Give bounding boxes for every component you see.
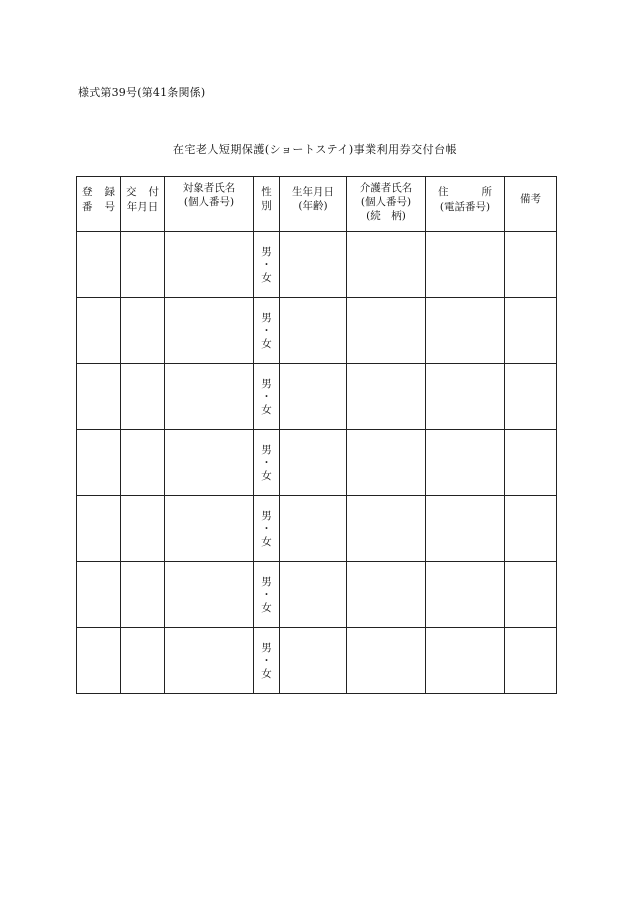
caregiver-name-cell[interactable]	[347, 298, 426, 364]
header-text: (個人番号)	[183, 196, 235, 208]
address-cell[interactable]	[426, 364, 505, 430]
issue-date-cell[interactable]	[121, 628, 165, 694]
table-row	[77, 364, 557, 430]
header-text: 付	[148, 186, 159, 198]
remarks-cell[interactable]	[505, 562, 557, 628]
sex-female-label: 女	[261, 602, 272, 614]
caregiver-name-cell[interactable]	[347, 628, 426, 694]
sex-male-label: 男	[261, 576, 272, 588]
address-cell[interactable]	[426, 628, 505, 694]
sex-male-label: 男	[261, 642, 272, 654]
subject-name-cell[interactable]	[165, 364, 254, 430]
birth-date-cell[interactable]	[280, 496, 347, 562]
form-number: 様式第39号(第41条関係)	[78, 86, 206, 99]
caregiver-name-cell[interactable]	[347, 232, 426, 298]
header-text: (年齢)	[298, 200, 328, 212]
sex-male-label: 男	[261, 312, 272, 324]
header-text: (続 柄)	[366, 210, 406, 222]
sex-separator: ・	[261, 589, 272, 601]
sex-female-label: 女	[261, 668, 272, 680]
registration-number-cell[interactable]	[77, 364, 121, 430]
address-cell[interactable]	[426, 430, 505, 496]
header-caregiver-name	[347, 177, 426, 232]
header-sex	[254, 177, 280, 232]
registration-number-cell[interactable]	[77, 298, 121, 364]
header-text: 介護者氏名	[359, 182, 413, 194]
registration-number-cell[interactable]	[77, 628, 121, 694]
subject-name-cell[interactable]	[165, 298, 254, 364]
header-text: 備考	[520, 193, 541, 205]
issue-date-cell[interactable]	[121, 364, 165, 430]
header-text: 録	[104, 186, 115, 198]
header-text: 交	[126, 186, 137, 198]
birth-date-cell[interactable]	[280, 628, 347, 694]
address-cell[interactable]	[426, 496, 505, 562]
caregiver-name-cell[interactable]	[347, 496, 426, 562]
header-text: 生年月日	[292, 186, 334, 198]
header-text: 所	[481, 186, 492, 198]
birth-date-cell[interactable]	[280, 562, 347, 628]
address-cell[interactable]	[426, 298, 505, 364]
sex-female-label: 女	[261, 272, 272, 284]
sex-cell[interactable]	[254, 496, 280, 562]
subject-name-cell[interactable]	[165, 232, 254, 298]
sex-separator: ・	[261, 655, 272, 667]
caregiver-name-cell[interactable]	[347, 562, 426, 628]
remarks-cell[interactable]	[505, 364, 557, 430]
header-remarks	[505, 177, 557, 232]
subject-name-cell[interactable]	[165, 496, 254, 562]
header-issue-date	[121, 177, 165, 232]
sex-cell[interactable]	[254, 628, 280, 694]
address-cell[interactable]	[426, 232, 505, 298]
sex-cell[interactable]	[254, 364, 280, 430]
sex-male-label: 男	[261, 444, 272, 456]
issue-date-cell[interactable]	[121, 232, 165, 298]
table-row	[77, 628, 557, 694]
sex-cell[interactable]	[254, 430, 280, 496]
sex-female-label: 女	[261, 536, 272, 548]
header-text: 号	[104, 201, 115, 213]
header-row	[77, 177, 557, 232]
sex-separator: ・	[261, 457, 272, 469]
registration-number-cell[interactable]	[77, 232, 121, 298]
ledger-table	[76, 176, 557, 694]
table-row	[77, 232, 557, 298]
header-text: 別	[261, 200, 272, 212]
header-subject-name	[165, 177, 254, 232]
remarks-cell[interactable]	[505, 232, 557, 298]
table-row	[77, 298, 557, 364]
sex-separator: ・	[261, 325, 272, 337]
header-text: 性	[261, 186, 272, 198]
registration-number-cell[interactable]	[77, 430, 121, 496]
document-title: 在宅老人短期保護(ショートステイ)事業利用券交付台帳	[172, 143, 458, 156]
address-cell[interactable]	[426, 562, 505, 628]
issue-date-cell[interactable]	[121, 562, 165, 628]
registration-number-cell[interactable]	[77, 496, 121, 562]
header-text: 対象者氏名	[182, 182, 236, 194]
sex-cell[interactable]	[254, 298, 280, 364]
sex-separator: ・	[261, 391, 272, 403]
header-birth-date	[280, 177, 347, 232]
sex-female-label: 女	[261, 470, 272, 482]
issue-date-cell[interactable]	[121, 430, 165, 496]
header-address	[426, 177, 505, 232]
issue-date-cell[interactable]	[121, 298, 165, 364]
sex-cell[interactable]	[254, 562, 280, 628]
registration-number-cell[interactable]	[77, 562, 121, 628]
header-text: 住	[438, 186, 449, 198]
sex-female-label: 女	[261, 404, 272, 416]
birth-date-cell[interactable]	[280, 298, 347, 364]
sex-female-label: 女	[261, 338, 272, 350]
header-text: 年月日	[126, 201, 159, 213]
sex-separator: ・	[261, 523, 272, 535]
caregiver-name-cell[interactable]	[347, 364, 426, 430]
subject-name-cell[interactable]	[165, 628, 254, 694]
sex-male-label: 男	[261, 510, 272, 522]
sex-separator: ・	[261, 259, 272, 271]
table-row	[77, 496, 557, 562]
header-text: 登	[82, 186, 93, 198]
birth-date-cell[interactable]	[280, 364, 347, 430]
caregiver-name-cell[interactable]	[347, 430, 426, 496]
birth-date-cell[interactable]	[280, 232, 347, 298]
birth-date-cell[interactable]	[280, 430, 347, 496]
header-text: (電話番号)	[439, 201, 491, 213]
sex-male-label: 男	[261, 246, 272, 258]
remarks-cell[interactable]	[505, 430, 557, 496]
remarks-cell[interactable]	[505, 628, 557, 694]
subject-name-cell[interactable]	[165, 430, 254, 496]
remarks-cell[interactable]	[505, 298, 557, 364]
header-text: (個人番号)	[360, 196, 412, 208]
sex-male-label: 男	[261, 378, 272, 390]
table-row	[77, 562, 557, 628]
table-row	[77, 430, 557, 496]
remarks-cell[interactable]	[505, 496, 557, 562]
issue-date-cell[interactable]	[121, 496, 165, 562]
header-text: 番	[82, 201, 93, 213]
header-registration-number	[77, 177, 121, 232]
subject-name-cell[interactable]	[165, 562, 254, 628]
sex-cell[interactable]	[254, 232, 280, 298]
